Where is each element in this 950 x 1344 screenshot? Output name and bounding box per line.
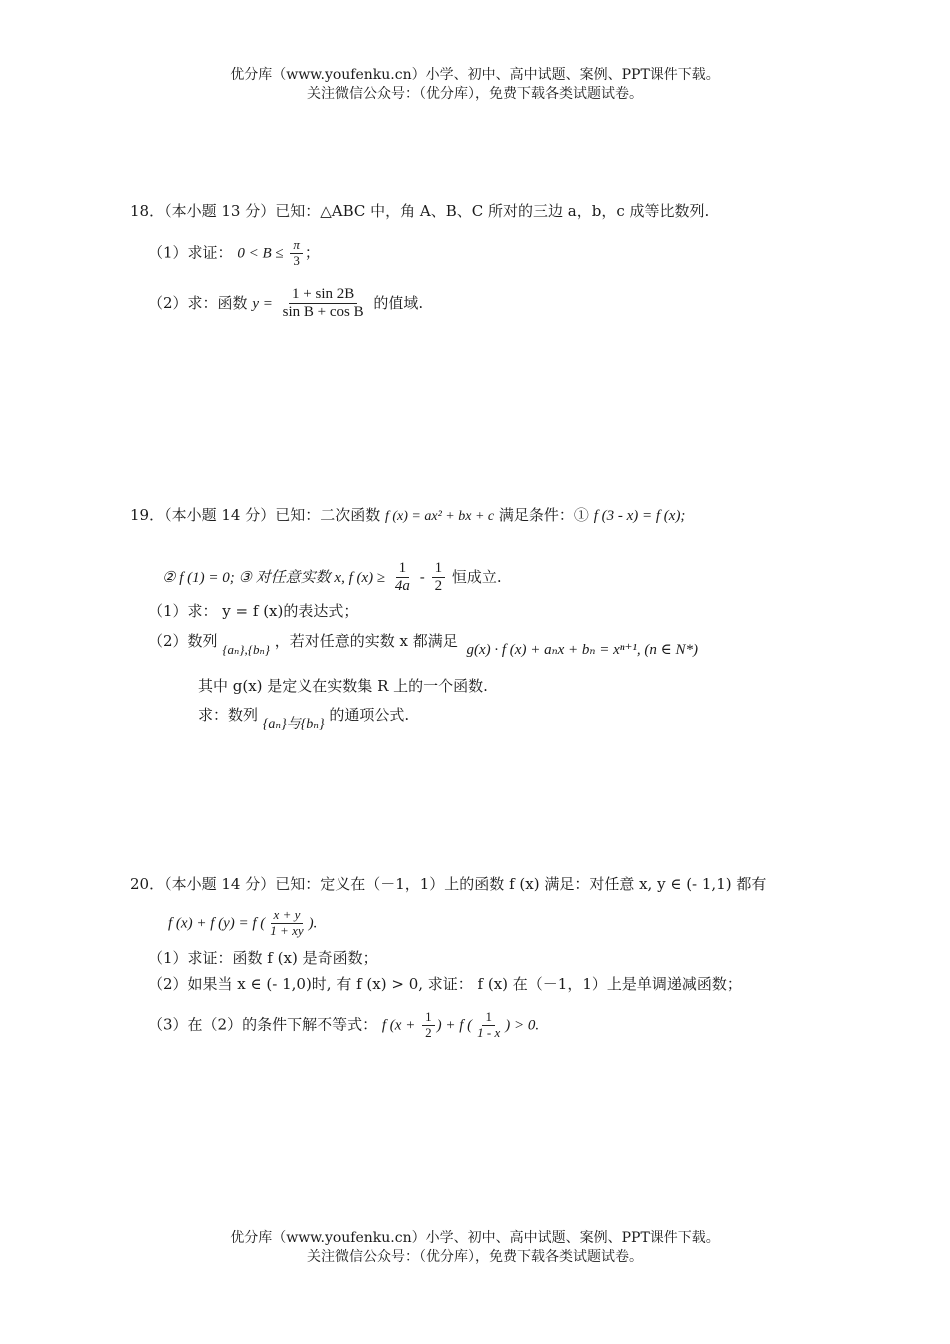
q19-quadratic: f (x) = ax² + bx + c xyxy=(385,509,495,524)
q20-part3-b: ) + f ( xyxy=(436,1017,473,1034)
q19-condition-label: 满足条件：① xyxy=(498,506,589,524)
fraction-numerator: 1 xyxy=(482,1010,495,1026)
q19-condition-1: f (3 - x) = f (x); xyxy=(593,508,686,524)
q19-part2-mid: ，若对任意的实数 x 都满足 xyxy=(274,632,458,650)
one-over-one-minus-x-fraction xyxy=(474,1010,503,1041)
minus-sign: - xyxy=(419,567,425,586)
q19-heading xyxy=(130,504,685,528)
fraction-numerator: 1 xyxy=(422,1010,435,1026)
fraction-denominator: 1 + xy xyxy=(270,922,304,938)
footer-line-1: 优分库（www.youfenku.cn）小学、初中、高中试题、案例、PPT课件下载。 xyxy=(230,1230,720,1246)
q19-part2 xyxy=(148,630,699,658)
q18-text: （本小题 13 分）已知：△ABC 中，角 A、B、C 所对的三边 a，b，c 成等比数列. xyxy=(164,202,710,220)
q19-part1: （1）求： y = f (x)的表达式； xyxy=(148,602,359,620)
q20-part3-label: （3）在（2）的条件下解不等式： xyxy=(148,1015,378,1034)
q19-conditions xyxy=(162,560,502,596)
q20-heading xyxy=(130,873,766,895)
pi-over-three-fraction xyxy=(290,238,303,269)
fraction-numerator: 1 + sin 2B xyxy=(289,286,357,304)
fraction-denominator: sin B + cos B xyxy=(282,304,364,321)
one-half-fraction xyxy=(432,560,446,596)
q19-text: （本小题 14 分）已知：二次函数 xyxy=(164,506,381,524)
q20-number: 20． xyxy=(130,875,165,893)
q20-equation-end: ). xyxy=(308,915,318,932)
q20-part2: （2）如果当 x ∈ (- 1,0)时, 有 f (x) > 0, 求证： f (x) 在（－1，1）上是单调递减函数； xyxy=(148,975,742,993)
q19-part2-line3: 其中 g(x) 是定义在实数集 R 上的一个函数. xyxy=(198,677,488,695)
page-header xyxy=(0,66,950,104)
fraction-denominator: 1 - x xyxy=(477,1024,501,1040)
one-over-4a-fraction xyxy=(392,560,413,596)
fraction-denominator: 2 xyxy=(425,1024,432,1040)
fraction-numerator: 1 xyxy=(396,560,410,578)
q19-condition-end: 恒成立. xyxy=(451,567,502,586)
footer-line-2: 关注微信公众号：（优分库），免费下载各类试题试卷。 xyxy=(307,1249,643,1265)
fraction-denominator: 2 xyxy=(434,578,443,595)
q18-function-fraction xyxy=(280,286,367,322)
q18-part2 xyxy=(148,286,423,322)
q19-number: 19． xyxy=(130,506,165,524)
header-line-1: 优分库（www.youfenku.cn）小学、初中、高中试题、案例、PPT课件下载。 xyxy=(230,67,720,83)
one-half-fraction xyxy=(422,1010,435,1041)
q18-part1 xyxy=(148,238,320,269)
q19-condition-2-3: ② f (1) = 0; ③ 对任意实数 x, f (x) ≥ xyxy=(162,569,386,586)
q19-line4-label: 求：数列 xyxy=(198,706,259,724)
q20-equation xyxy=(168,908,317,939)
fraction-numerator: π xyxy=(290,238,303,254)
page-footer xyxy=(0,1229,950,1267)
q18-heading xyxy=(130,200,709,222)
q19-sequences: {aₙ},{bₙ} xyxy=(222,642,270,657)
q18-part2-end: 的值域. xyxy=(373,293,424,312)
q19-part2-label: （2）数列 xyxy=(148,632,218,650)
q20-text: （本小题 14 分）已知：定义在（－1，1）上的函数 f (x) 满足：对任意 x, y ∈ (- 1,1) 都有 xyxy=(164,875,767,893)
q19-part2-line4 xyxy=(198,704,410,732)
q20-part1: （1）求证：函数 f (x) 是奇函数； xyxy=(148,949,378,967)
q20-part3-a: f (x + xyxy=(381,1017,416,1034)
q19-functional-equation: g(x) · f (x) + aₙx + bₙ = xⁿ⁺¹, (n ∈ N*) xyxy=(466,642,699,658)
fraction-numerator: x + y xyxy=(271,908,304,924)
q19-line4-sequences: {aₙ}与{bₙ} xyxy=(262,717,325,732)
fraction-denominator: 4a xyxy=(394,578,410,595)
q19-line4-end: 的通项公式. xyxy=(329,706,410,724)
q18-part1-inequality: 0 < B ≤ xyxy=(237,245,284,262)
header-line-2: 关注微信公众号：（优分库），免费下载各类试题试卷。 xyxy=(307,86,643,102)
q18-part2-label: （2）求：函数 xyxy=(148,293,248,312)
q20-equation-fraction xyxy=(267,908,306,939)
q18-number: 18． xyxy=(130,202,165,220)
fraction-denominator: 3 xyxy=(293,252,300,268)
q18-part1-label: （1）求证： xyxy=(148,243,233,262)
q20-part3-c: ) > 0. xyxy=(505,1017,540,1034)
q18-part2-y: y = xyxy=(252,295,273,312)
fraction-numerator: 1 xyxy=(432,560,446,578)
q18-part1-end: ； xyxy=(304,243,320,262)
q20-equation-lhs: f (x) + f (y) = f ( xyxy=(168,915,266,932)
q20-part3 xyxy=(148,1010,539,1041)
